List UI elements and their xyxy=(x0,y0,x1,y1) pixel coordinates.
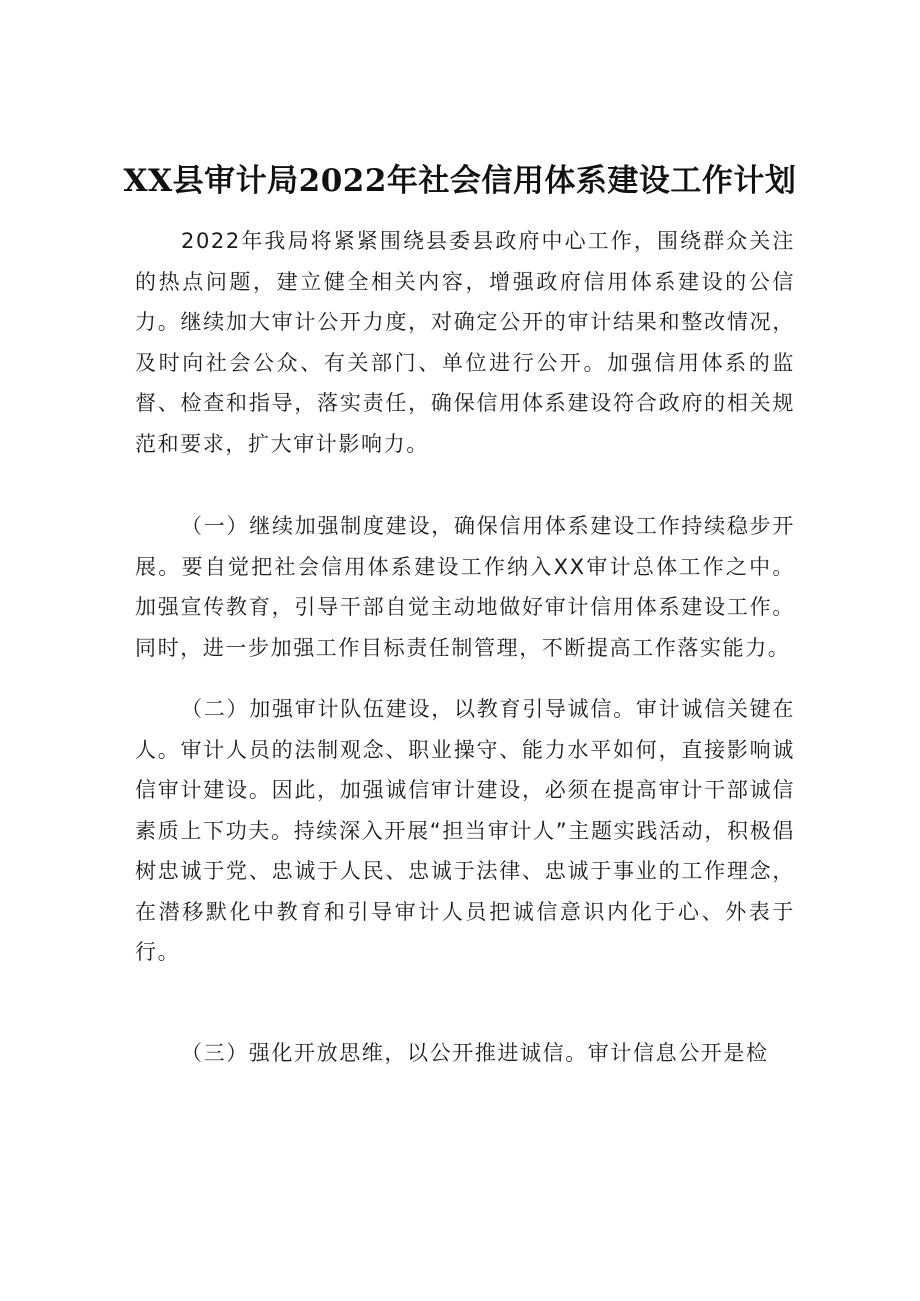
section-2-paragraph: （二）加强审计队伍建设，以教育引导诚信。审计诚信关键在人。审计人员的法制观念、职业操守、能力水平如何，直接影响诚信审计建设。因此，加强诚信审计建设，必须在提高审计干部诚信素质上下功夫。持续深入开展“担当审计人”主题实践活动，积极倡树忠诚于党、忠诚于人民、忠诚于法律、忠诚于事业的工作理念，在潜移默化中教育和引导审计人员把诚信意识内化于心、外表于行。 xyxy=(135,697,795,964)
section-1-paragraph: （一）继续加强制度建设，确保信用体系建设工作持续稳步开展。要自觉把社会信用体系建设工作纳入XX审计总体工作之中。加强宣传教育，引导干部自觉主动地做好审计信用体系建设工作。同时，进一步加强工作目标责任制管理，不断提高工作落实能力。 xyxy=(135,514,795,660)
intro-paragraph: 2022年我局将紧紧围绕县委县政府中心工作，围绕群众关注的热点问题，建立健全相关内容，增强政府信用体系建设的公信力。继续加大审计公开力度，对确定公开的审计结果和整改情况，及时向社会公众、有关部门、单位进行公开。加强信用体系的监督、检查和指导，落实责任，确保信用体系建设符合政府的相关规范和要求，扩大审计影响力。 xyxy=(135,229,795,456)
document-title: XX县审计局2022年社会信用体系建设工作计划 xyxy=(123,163,797,199)
section-3-paragraph: （三）强化开放思维，以公开推进诚信。审计信息公开是检 xyxy=(181,1041,769,1065)
